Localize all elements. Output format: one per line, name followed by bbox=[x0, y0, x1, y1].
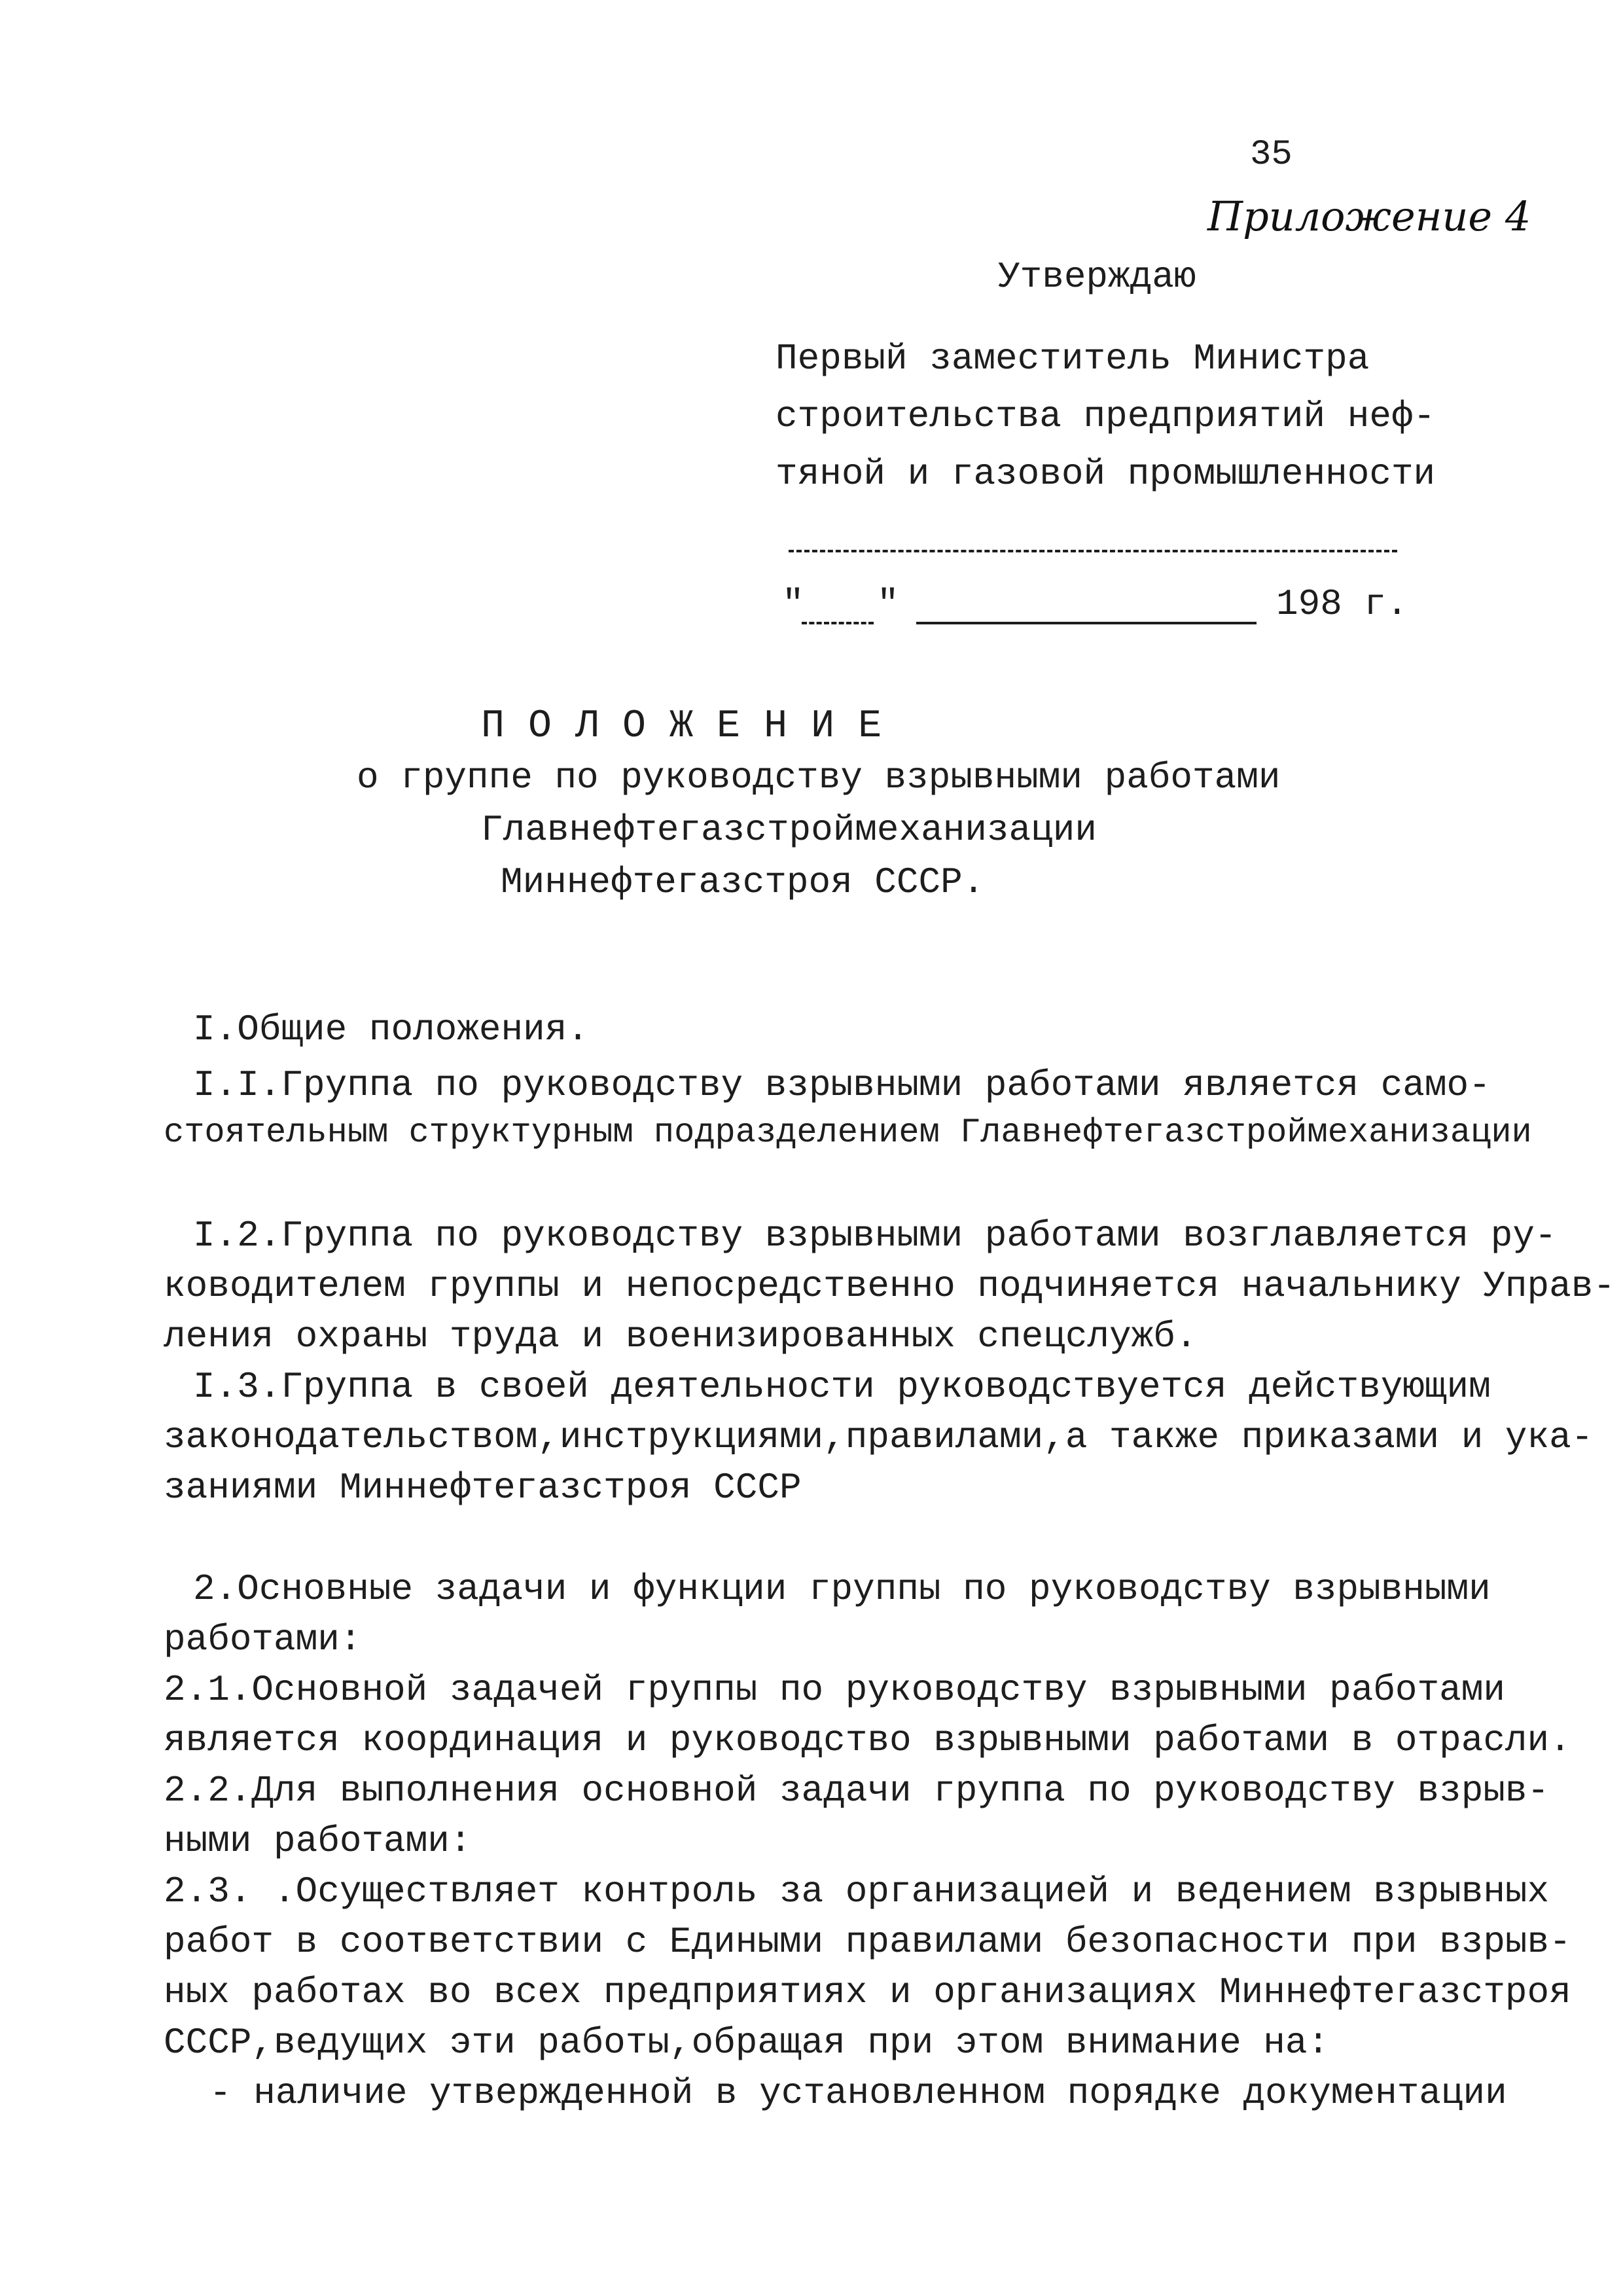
document-title: П О Л О Ж Е Н И Е bbox=[481, 704, 882, 749]
page-number: 35 bbox=[1250, 135, 1293, 175]
clause-1-3-line-1: I.3.Группа в своей деятельности руководствуется действующим bbox=[193, 1366, 1491, 1408]
clause-1-3-line-2: законодательством,инструкциями,правилами,а также приказами и ука- bbox=[164, 1416, 1594, 1458]
date-month-blank bbox=[916, 622, 1257, 624]
clause-1-2-line-3: ления охраны труда и военизированных спецслужб. bbox=[164, 1316, 1198, 1357]
approve-label: Утверждаю bbox=[998, 256, 1196, 298]
approver-title-line-2: строительства предприятий неф- bbox=[776, 395, 1436, 437]
clause-2-3-line-2: работ в соответствии с Едиными правилами безопасности при взрыв- bbox=[164, 1921, 1571, 1963]
date-close-quote: " bbox=[877, 583, 899, 625]
clause-2-2-line-1: 2.2.Для выполнения основной задачи группа по руководству взрыв- bbox=[164, 1770, 1550, 1812]
date-year: 198 г. bbox=[1276, 583, 1408, 625]
clause-1-3-line-3: заниями Миннефтегазстроя СССР bbox=[164, 1467, 802, 1509]
signature-line bbox=[789, 550, 1397, 552]
approver-title-line-3: тяной и газовой промышленности bbox=[776, 453, 1436, 495]
clause-2-3-line-3: ных работах во всех предприятиях и организациях Миннефтегазстроя bbox=[164, 1971, 1571, 2013]
clause-2-2-line-2: ными работами: bbox=[164, 1820, 472, 1862]
section-1-heading: I.Общие положения. bbox=[193, 1009, 589, 1050]
title-line-3: Миннефтегазстроя СССР. bbox=[501, 861, 985, 903]
section-2-heading-line-1: 2.Основные задачи и функции группы по руководству взрывными bbox=[193, 1568, 1491, 1610]
clause-1-2-line-2: ководителем группы и непосредственно подчиняется начальнику Управ- bbox=[164, 1265, 1615, 1307]
date-open-quote: " bbox=[782, 583, 804, 625]
approver-title-line-1: Первый заместитель Министра bbox=[776, 338, 1370, 380]
list-item-documentation: - наличие утвержденной в установленном порядке документации bbox=[209, 2072, 1507, 2114]
date-day-blank bbox=[802, 622, 874, 624]
clause-1-1-line-1: I.I.Группа по руководству взрывными работами является само- bbox=[193, 1064, 1491, 1106]
clause-1-1-line-2: стоятельным структурным подразделением Главнефтегазстроймеханизации bbox=[164, 1113, 1532, 1152]
title-line-1: о группе по руководству взрывными работами bbox=[357, 757, 1281, 798]
clause-2-1-line-1: 2.1.Основной задачей группы по руководству взрывными работами bbox=[164, 1669, 1505, 1711]
section-2-heading-line-2: работами: bbox=[164, 1619, 362, 1660]
clause-2-1-line-2: является координация и руководство взрывными работами в отрасли. bbox=[164, 1719, 1571, 1761]
appendix-handwritten-label: Приложение 4 bbox=[1207, 192, 1531, 240]
clause-1-2-line-1: I.2.Группа по руководству взрывными работами возглавляется ру- bbox=[193, 1215, 1557, 1257]
title-line-2: Главнефтегазстроймеханизации bbox=[481, 809, 1097, 851]
clause-2-3-line-4: СССР,ведущих эти работы,обращая при этом внимание на: bbox=[164, 2022, 1330, 2064]
clause-2-3-line-1: 2.3. .Осуществляет контроль за организацией и ведением взрывных bbox=[164, 1871, 1550, 1912]
